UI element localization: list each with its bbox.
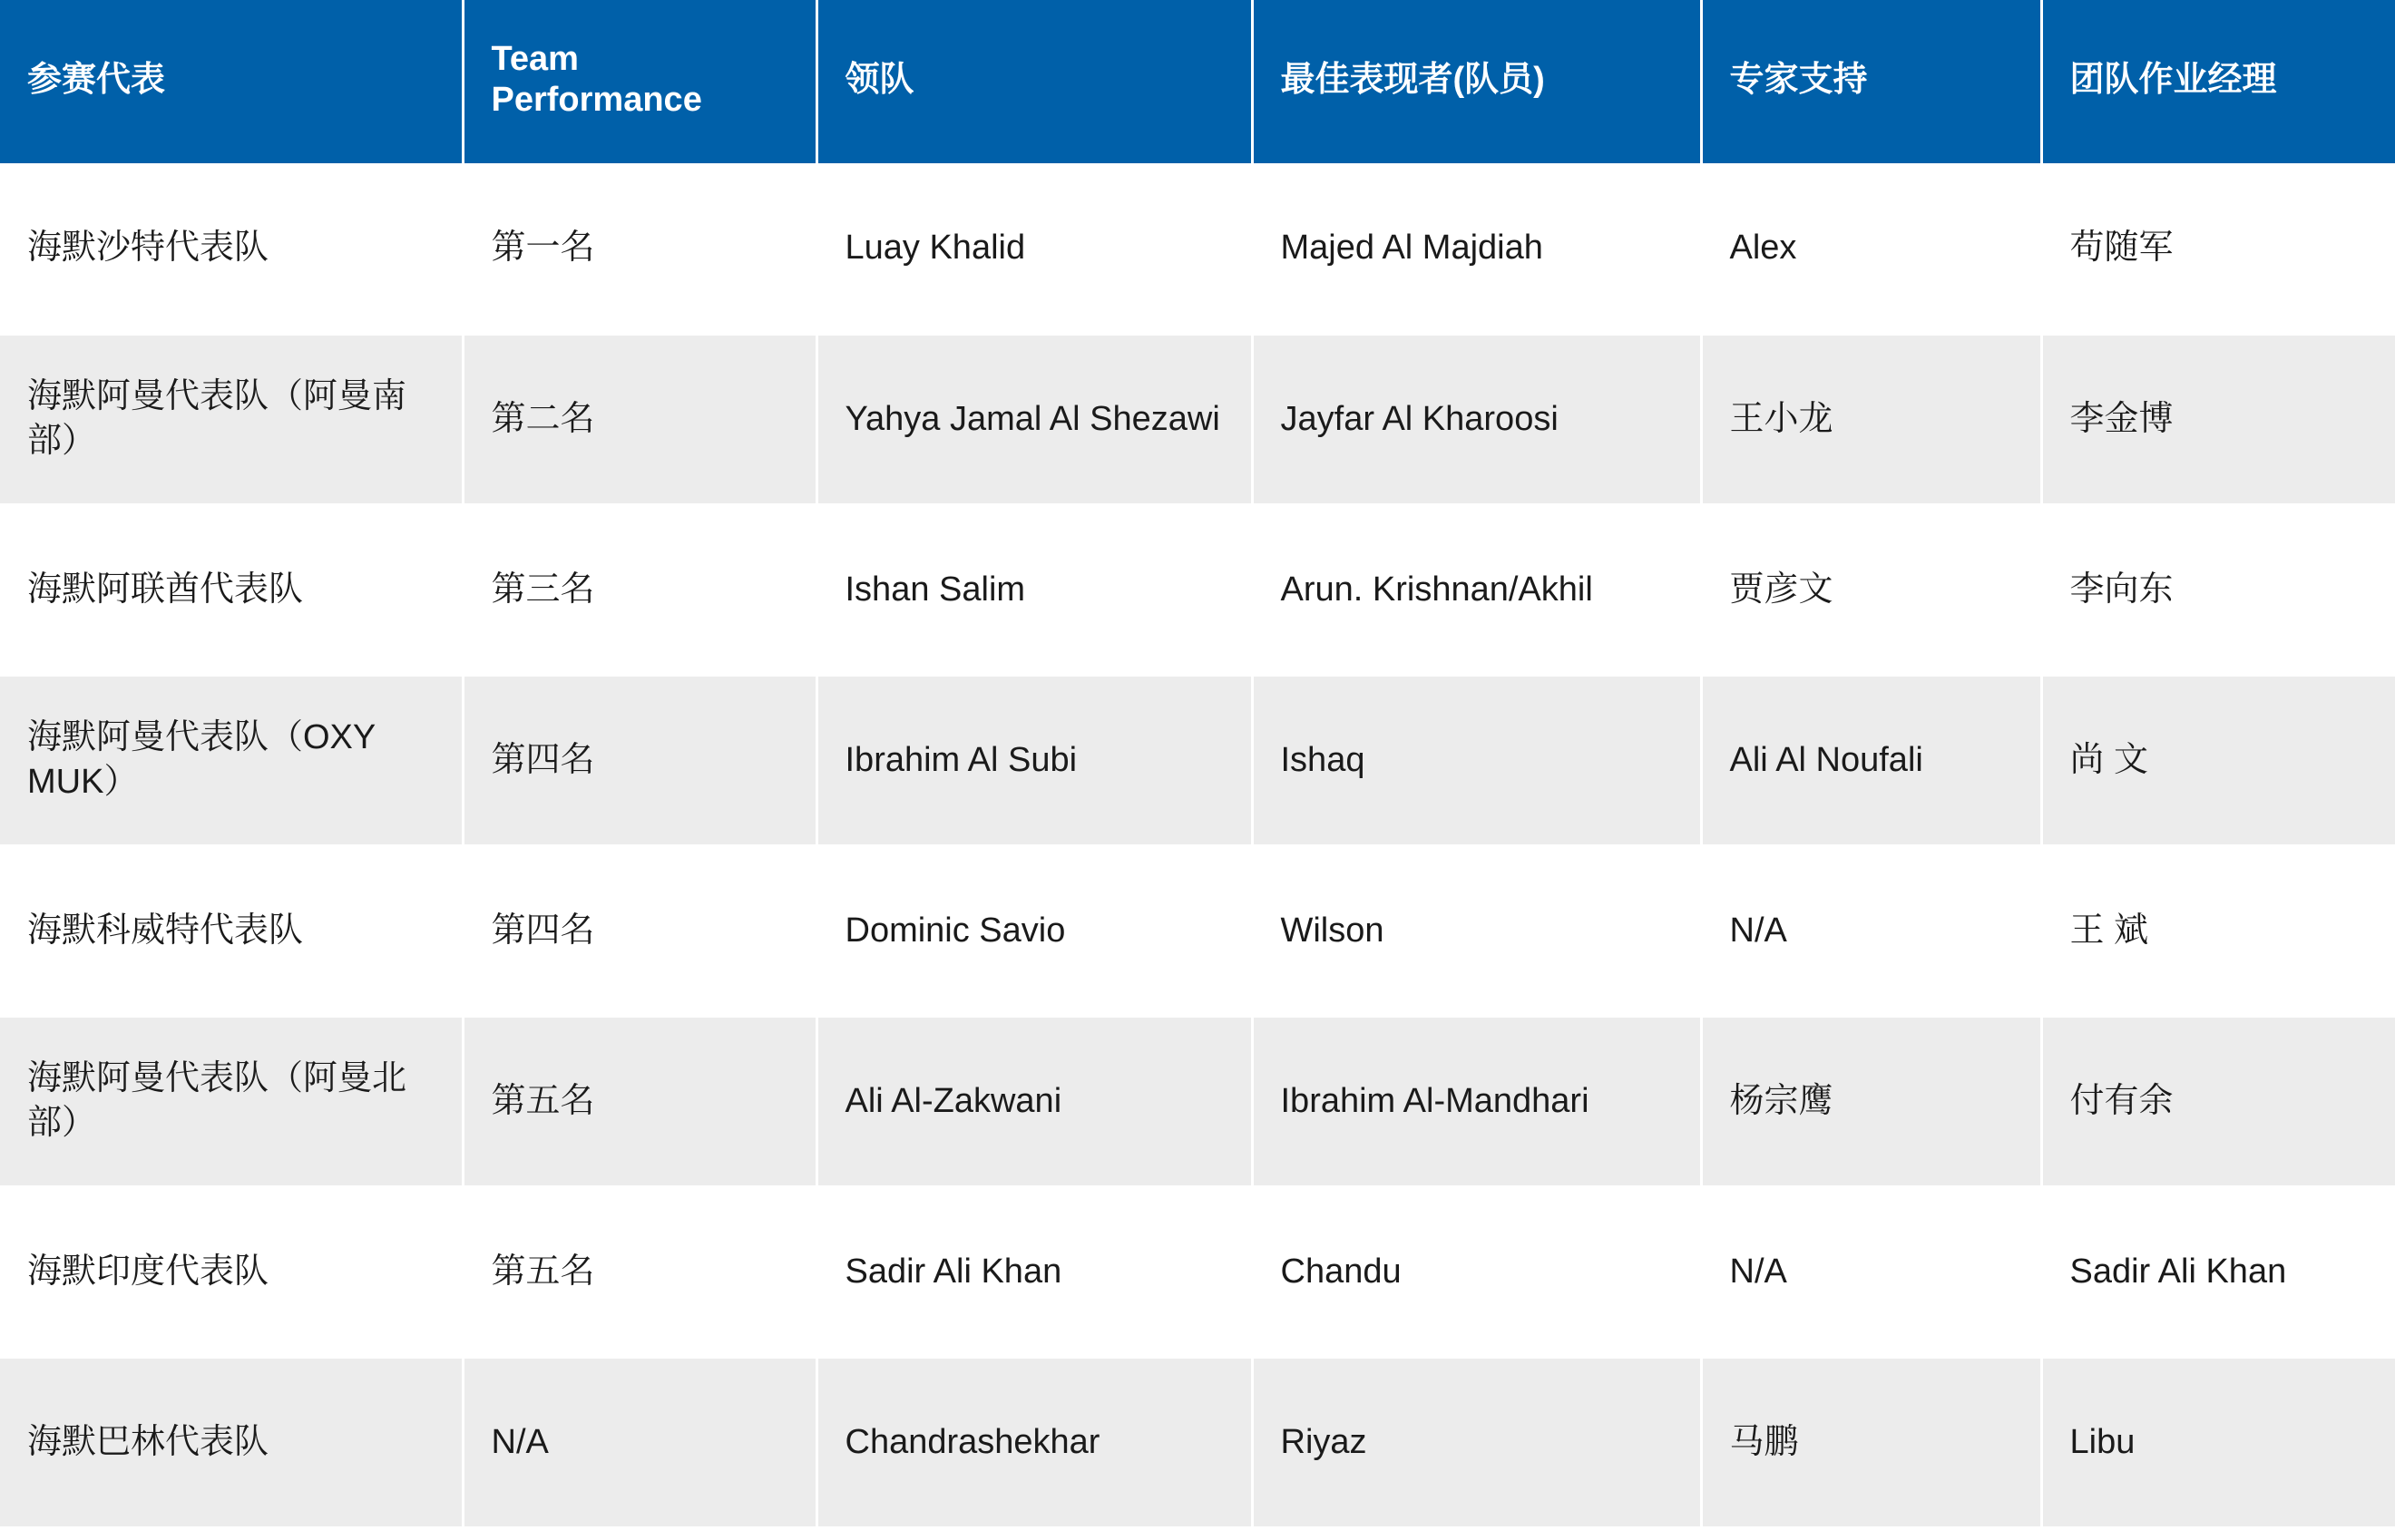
cell-expert-support: Ali Al Noufali <box>1701 675 2041 845</box>
cell-leader: Sadir Ali Khan <box>816 1186 1252 1357</box>
cell-operations-manager: Libu <box>2041 1357 2395 1527</box>
cell-expert-support: N/A <box>1701 1186 2041 1357</box>
cell-performance: 第四名 <box>463 845 816 1016</box>
cell-expert-support: 王小龙 <box>1701 334 2041 504</box>
cell-team: 海默阿曼代表队（阿曼北部） <box>0 1016 463 1186</box>
table-header <box>0 0 2395 163</box>
table-header-row <box>0 0 2395 163</box>
cell-best-performer: Chandu <box>1252 1186 1701 1357</box>
cell-leader: Ibrahim Al Subi <box>816 675 1252 845</box>
cell-operations-manager: 付有余 <box>2041 1016 2395 1186</box>
table-row <box>0 504 2395 675</box>
cell-performance: 第二名 <box>463 334 816 504</box>
column-header-leader: 领队 <box>816 0 1252 163</box>
cell-team: 海默阿联酋代表队 <box>0 504 463 675</box>
cell-leader: Luay Khalid <box>816 163 1252 334</box>
table-row <box>0 1357 2395 1527</box>
table-row <box>0 675 2395 845</box>
column-header-team: 参赛代表 <box>0 0 463 163</box>
table-row <box>0 845 2395 1016</box>
cell-team: 海默科威特代表队 <box>0 845 463 1016</box>
cell-performance: N/A <box>463 1357 816 1527</box>
cell-leader: Ali Al-Zakwani <box>816 1016 1252 1186</box>
cell-best-performer: Riyaz <box>1252 1357 1701 1527</box>
table-row <box>0 163 2395 334</box>
cell-best-performer: Majed Al Majdiah <box>1252 163 1701 334</box>
cell-team: 海默沙特代表队 <box>0 163 463 334</box>
cell-performance: 第三名 <box>463 504 816 675</box>
cell-best-performer: Ishaq <box>1252 675 1701 845</box>
cell-expert-support: 马鹏 <box>1701 1357 2041 1527</box>
table-row <box>0 334 2395 504</box>
cell-operations-manager: 李向东 <box>2041 504 2395 675</box>
cell-leader: Yahya Jamal Al Shezawi <box>816 334 1252 504</box>
cell-leader: Dominic Savio <box>816 845 1252 1016</box>
table-row <box>0 1016 2395 1186</box>
cell-best-performer: Jayfar Al Kharoosi <box>1252 334 1701 504</box>
cell-operations-manager: 尚 文 <box>2041 675 2395 845</box>
cell-operations-manager: 王 斌 <box>2041 845 2395 1016</box>
cell-best-performer: Ibrahim Al-Mandhari <box>1252 1016 1701 1186</box>
cell-performance: 第一名 <box>463 163 816 334</box>
cell-team: 海默阿曼代表队（阿曼南部） <box>0 334 463 504</box>
column-header-best-performer: 最佳表现者(队员) <box>1252 0 1701 163</box>
cell-performance: 第五名 <box>463 1016 816 1186</box>
cell-team: 海默印度代表队 <box>0 1186 463 1357</box>
cell-best-performer: Wilson <box>1252 845 1701 1016</box>
cell-operations-manager: Sadir Ali Khan <box>2041 1186 2395 1357</box>
cell-expert-support: 杨宗鹰 <box>1701 1016 2041 1186</box>
table-row <box>0 1186 2395 1357</box>
column-header-expert-support: 专家支持 <box>1701 0 2041 163</box>
column-header-operations-manager: 团队作业经理 <box>2041 0 2395 163</box>
cell-expert-support: N/A <box>1701 845 2041 1016</box>
table-body <box>0 163 2395 1527</box>
column-header-performance: Team Performance <box>463 0 816 163</box>
cell-operations-manager: 苟随军 <box>2041 163 2395 334</box>
cell-expert-support: 贾彦文 <box>1701 504 2041 675</box>
cell-leader: Ishan Salim <box>816 504 1252 675</box>
cell-team: 海默阿曼代表队（OXY MUK） <box>0 675 463 845</box>
cell-best-performer: Arun. Krishnan/Akhil <box>1252 504 1701 675</box>
cell-performance: 第五名 <box>463 1186 816 1357</box>
cell-operations-manager: 李金博 <box>2041 334 2395 504</box>
cell-team: 海默巴林代表队 <box>0 1357 463 1527</box>
cell-expert-support: Alex <box>1701 163 2041 334</box>
cell-leader: Chandrashekhar <box>816 1357 1252 1527</box>
cell-performance: 第四名 <box>463 675 816 845</box>
